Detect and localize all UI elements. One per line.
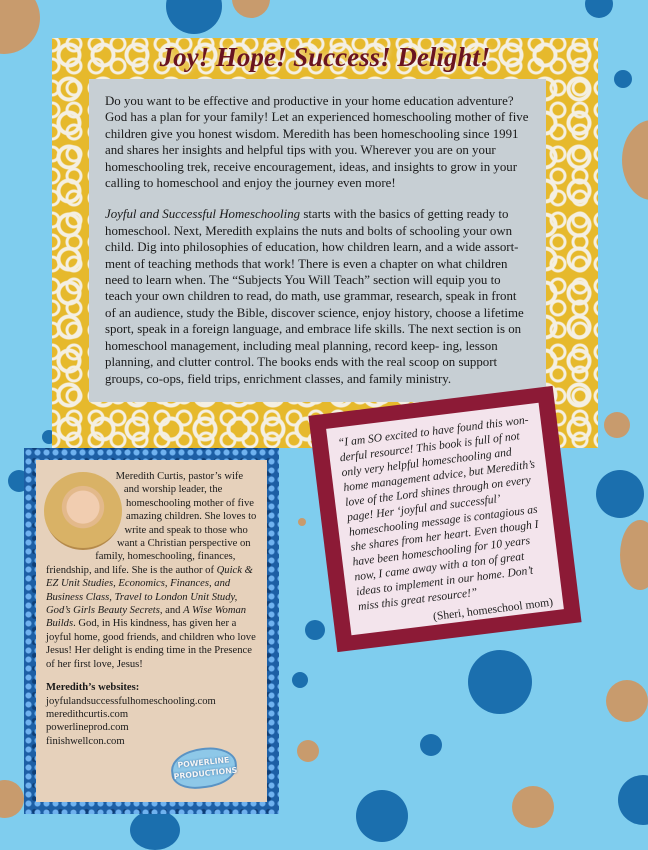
author-photo bbox=[44, 472, 122, 550]
decorative-circle bbox=[468, 650, 532, 714]
decorative-circle bbox=[166, 0, 222, 34]
description-text-box bbox=[89, 79, 546, 402]
bio-book-last: A Wise Woman Builds bbox=[46, 605, 247, 630]
decorative-circle bbox=[420, 734, 442, 756]
description-panel bbox=[52, 38, 598, 448]
testimonial-attribution: (Sheri, homeschool mom) bbox=[432, 595, 554, 624]
website-link[interactable]: finishwellcon.com bbox=[46, 735, 125, 747]
decorative-circle bbox=[618, 775, 648, 825]
decorative-circle bbox=[298, 518, 306, 526]
websites-heading: Meredith’s websites: bbox=[46, 682, 140, 694]
decorative-circle bbox=[232, 0, 270, 18]
decorative-circle bbox=[585, 0, 613, 18]
description-paragraph-2 bbox=[105, 206, 530, 386]
decorative-circle bbox=[614, 70, 632, 88]
decorative-circle bbox=[297, 740, 319, 762]
decorative-circle bbox=[512, 786, 554, 828]
author-bio-inner bbox=[36, 460, 267, 802]
description-paragraph-2-text: starts with the basics of getting ready to homeschool. Next, Meredith explains the nuts and bolts of schooling your own child. Dig into philosophies of education, how children learn, and a wide assort- ment of teaching methods that work! There is even a chapter on what children need to learn when. The “Subjects You Will Teach” section will equip you to teach your own children to read, do math, use grammar, research, speak in front of an audience, study the Bible, discover science, enjoy history, choose a lifetime sport, speak in a foreign language, and embrace life skills. The next section is on homeschool management, including meal planning, record keep- ing, lesson planning, and clutter control. The books ends with the real scoop on support groups, co-ops, field trips, enrichment classes, and family ministry. bbox=[105, 207, 524, 386]
decorative-circle bbox=[604, 412, 630, 438]
website-link[interactable]: powerlineprod.com bbox=[46, 722, 129, 734]
website-link[interactable]: meredithcurtis.com bbox=[46, 708, 129, 720]
description-paragraph-1: Do you want to be effective and productive in your home education adventure? God has a plan for your family! Let an experienced homeschooling mother of five children give you honest wisdom. Meredith has been homeschooling since 1991 and shares her insights and helpful tips with you. Wherever you are on your homeschooling trek, receive encouragement, ideas, and insights to grow in your calling to homeschool and enjoy the journey even more! bbox=[105, 94, 529, 191]
decorative-circle bbox=[596, 470, 644, 518]
decorative-circle bbox=[0, 780, 24, 818]
bio-books: Quick & EZ Unit Studies, Economics, Finances, and Business Class, Travel to London Unit Study, God’s Girls Beauty Secrets, bbox=[46, 564, 253, 617]
decorative-circle bbox=[305, 620, 325, 640]
testimonial-box bbox=[308, 386, 581, 652]
decorative-circle bbox=[292, 672, 308, 688]
author-bio-text: Meredith Curtis, pastor’s wife and worship leader, the homeschooling mother of five amazing children. She loves to write and speak to those who want a Christian perspective on family, homeschooling, finances, friendship, and life. She is the author of Quick & EZ Unit Studies, Economics, Finances, and Business Class, Travel to London Unit Study, God’s Girls Beauty Secrets, and A Wise Woman Builds. God, in His kindness, has given her a joyful home, good friends, and children who love Jesus! Her delight is ending time in the Presence of her first love, Jesus! bbox=[46, 471, 257, 670]
decorative-circle bbox=[622, 120, 648, 200]
decorative-circle bbox=[130, 810, 180, 850]
powerline-logo: POWERLINE PRODUCTIONS bbox=[169, 745, 239, 792]
author-bio-panel bbox=[24, 448, 279, 814]
decorative-circle bbox=[606, 680, 648, 722]
testimonial-inner bbox=[326, 403, 564, 636]
testimonial-quote: “I am SO excited to have found this won- derful resource! This book is full of not only very helpful homeschooling and home management advice, but Meredith’s love of the Lord shines through on every page! Her ‘joyful and successful’ homeschooling message is contagious as she shares from her heart. Even though I have been homeschooling for 10 years now, I came away with a ton of great ideas to implement in our home. Don’t miss this great resource!” bbox=[337, 413, 540, 614]
website-link[interactable]: joyfulandsuccessfulhomeschooling.com bbox=[46, 695, 216, 707]
page-title: Joy! Hope! Success! Delight! bbox=[159, 42, 491, 72]
decorative-circle bbox=[620, 520, 648, 590]
decorative-circle bbox=[0, 0, 40, 54]
decorative-circle bbox=[356, 790, 408, 842]
book-title: Joyful and Successful Homeschooling bbox=[105, 207, 301, 222]
